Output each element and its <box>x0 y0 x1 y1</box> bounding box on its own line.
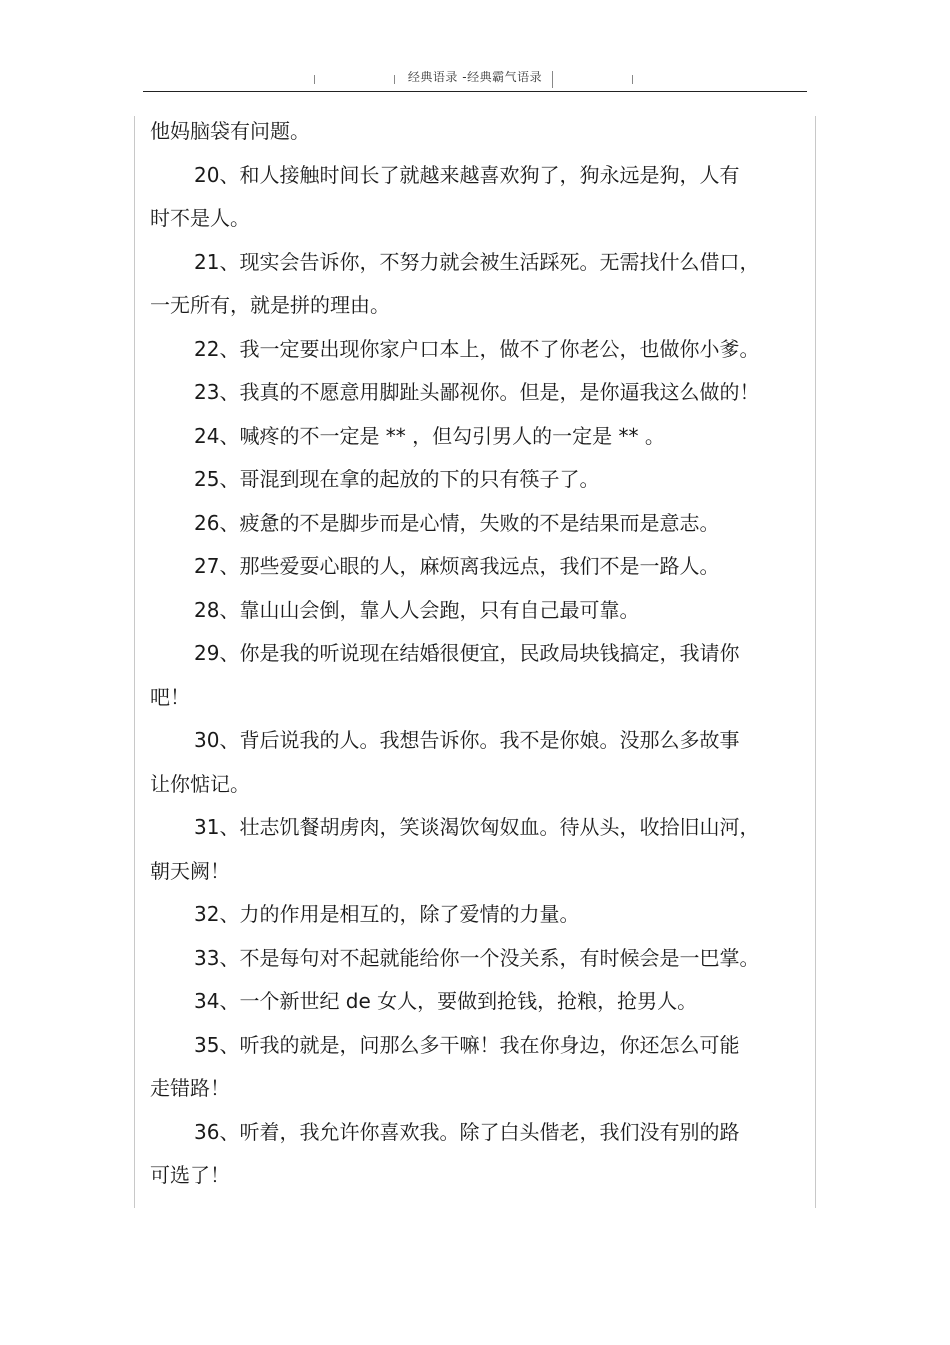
text-line: 25、哥混到现在拿的起放的下的只有筷子了。 <box>194 467 600 491</box>
text-line: 时不是人。 <box>150 206 250 230</box>
text-line: 34、一个新世纪 de 女人，要做到抢钱，抢粮，抢男人。 <box>194 989 698 1013</box>
text-line: 朝天阙！ <box>150 858 230 883</box>
text-line: 36、听着，我允许你喜欢我。除了白头偕老，我们没有别的路 <box>194 1119 740 1144</box>
text-line: 31、壮志饥餐胡虏肉，笑谈渴饮匈奴血。待从头，收拾旧山河， <box>194 815 760 839</box>
text-line: 27、那些爱耍心眼的人，麻烦离我远点，我们不是一路人。 <box>194 554 720 578</box>
text-line: 一无所有，就是拼的理由。 <box>150 293 390 317</box>
text-line: 让你惦记。 <box>150 771 250 796</box>
running-header: 经典语录 -经典霸气语录 <box>407 70 543 84</box>
header-tick-mark <box>314 75 315 84</box>
text-line: 22、我一定要出现你家户口本上，做不了你老公，也做你小爹。 <box>194 336 760 361</box>
header-tick-mark <box>632 75 633 84</box>
text-line: 30、背后说我的人。我想告诉你。我不是你娘。没那么多故事 <box>194 728 740 752</box>
text-line: 26、疲惫的不是脚步而是心情，失败的不是结果而是意志。 <box>194 510 720 535</box>
text-line: 21、现实会告诉你，不努力就会被生活踩死。无需找什么借口， <box>194 249 760 274</box>
header-divider <box>143 91 807 92</box>
text-line: 走错路！ <box>150 1076 230 1100</box>
left-margin-line <box>134 116 135 1208</box>
text-line: 24、喊疼的不一定是 ** ，但勾引男人的一定是 ** 。 <box>194 423 665 448</box>
header-tick-mark <box>552 71 553 88</box>
text-line: 29、你是我的听说现在结婚很便宜，民政局块钱搞定，我请你 <box>194 641 740 665</box>
right-margin-line <box>815 116 816 1208</box>
text-line: 他妈脑袋有问题。 <box>150 119 310 143</box>
document-body <box>150 110 766 1198</box>
text-line: 28、靠山山会倒，靠人人会跑，只有自己最可靠。 <box>194 597 640 622</box>
header-tick-mark <box>394 75 395 84</box>
text-line: 吧！ <box>150 684 190 709</box>
text-line: 33、不是每句对不起就能给你一个没关系，有时候会是一巴掌。 <box>194 945 760 970</box>
text-line: 35、听我的就是，问那么多干嘛！我在你身边，你还怎么可能 <box>194 1032 740 1057</box>
text-line: 可选了！ <box>150 1163 230 1187</box>
text-line: 23、我真的不愿意用脚趾头鄙视你。但是，是你逼我这么做的！ <box>194 380 760 404</box>
text-line: 32、力的作用是相互的，除了爱情的力量。 <box>194 902 580 926</box>
text-line: 20、和人接触时间长了就越来越喜欢狗了，狗永远是狗，人有 <box>194 162 740 187</box>
